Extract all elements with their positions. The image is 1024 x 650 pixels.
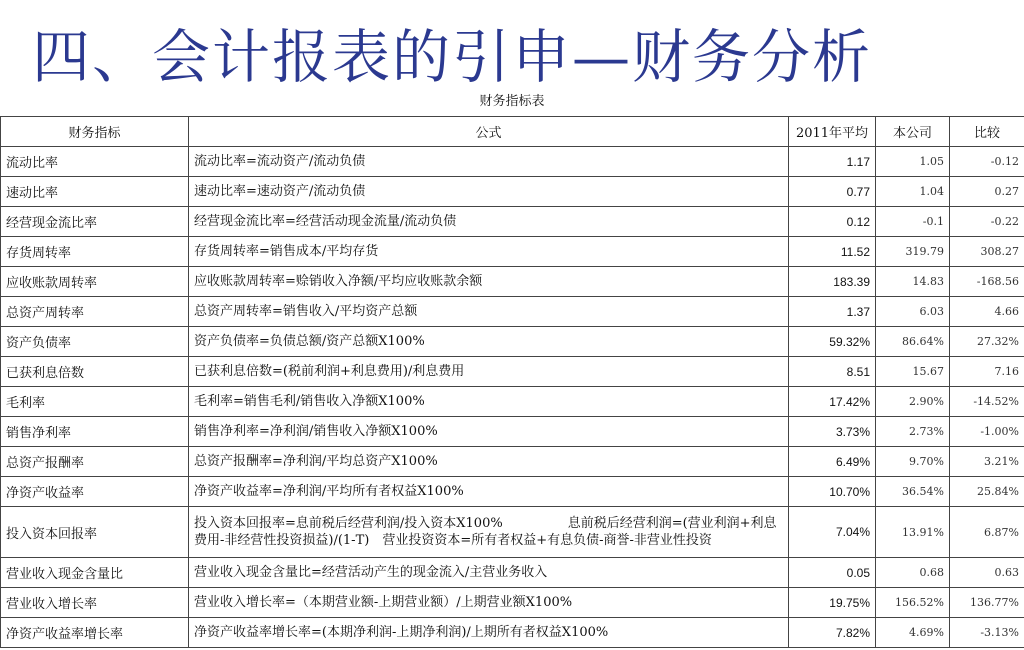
indicator-name-cell: 经营现金流比率 <box>1 207 189 237</box>
comparison-cell: -168.56 <box>950 267 1024 297</box>
comparison-cell: 3.21% <box>950 447 1024 477</box>
average-2011-cell: 10.70% <box>789 477 876 507</box>
table-row <box>1 177 1024 207</box>
average-2011-cell: 7.04% <box>789 507 876 558</box>
table-row <box>1 327 1024 357</box>
header-2011-average: 2011年平均 <box>789 117 876 147</box>
indicator-name-cell: 已获利息倍数 <box>1 357 189 387</box>
company-value-cell: 13.91% <box>876 507 950 558</box>
company-value-cell: 319.79 <box>876 237 950 267</box>
header-indicator: 财务指标 <box>1 117 189 147</box>
comparison-cell: 0.63 <box>950 558 1024 588</box>
average-2011-cell: 17.42% <box>789 387 876 417</box>
company-value-cell: -0.1 <box>876 207 950 237</box>
formula-cell: 总资产周转率=销售收入/平均资产总额 <box>189 297 789 327</box>
company-value-cell: 86.64% <box>876 327 950 357</box>
comparison-cell: 6.87% <box>950 507 1024 558</box>
indicator-name-cell: 流动比率 <box>1 147 189 177</box>
company-value-cell: 4.69% <box>876 618 950 648</box>
indicator-name-cell: 净资产收益率 <box>1 477 189 507</box>
formula-cell: 应收账款周转率=赊销收入净额/平均应收账款余额 <box>189 267 789 297</box>
table-header-row <box>1 117 1024 147</box>
company-value-cell: 156.52% <box>876 588 950 618</box>
formula-cell: 存货周转率=销售成本/平均存货 <box>189 237 789 267</box>
company-value-cell: 1.05 <box>876 147 950 177</box>
page-title: 四、会计报表的引申—财务分析 <box>32 23 873 91</box>
comparison-cell: 308.27 <box>950 237 1024 267</box>
company-value-cell: 15.67 <box>876 357 950 387</box>
table-row <box>1 588 1024 618</box>
average-2011-cell: 0.77 <box>789 177 876 207</box>
table-row <box>1 267 1024 297</box>
average-2011-cell: 8.51 <box>789 357 876 387</box>
indicator-name-cell: 营业收入现金含量比 <box>1 558 189 588</box>
average-2011-cell: 6.49% <box>789 447 876 477</box>
formula-cell: 投入资本回报率=息前税后经营利润/投入资本X100% 息前税后经营利润=(营业利润+利息费用-非经营性投资损益)/(1-T) 营业投资资本=所有者权益+有息负债-商誉-非营业性投资 <box>189 507 789 558</box>
comparison-cell: -3.13% <box>950 618 1024 648</box>
company-value-cell: 6.03 <box>876 297 950 327</box>
indicator-name-cell: 营业收入增长率 <box>1 588 189 618</box>
table-row <box>1 477 1024 507</box>
comparison-cell: -1.00% <box>950 417 1024 447</box>
comparison-cell: -14.52% <box>950 387 1024 417</box>
table-row <box>1 618 1024 648</box>
table-row <box>1 147 1024 177</box>
indicator-name-cell: 总资产报酬率 <box>1 447 189 477</box>
indicator-name-cell: 总资产周转率 <box>1 297 189 327</box>
table-row <box>1 417 1024 447</box>
formula-cell: 净资产收益率增长率=(本期净利润-上期净利润)/上期所有者权益X100% <box>189 618 789 648</box>
formula-cell: 销售净利率=净利润/销售收入净额X100% <box>189 417 789 447</box>
header-company: 本公司 <box>876 117 950 147</box>
formula-cell: 营业收入现金含量比=经营活动产生的现金流入/主营业务收入 <box>189 558 789 588</box>
average-2011-cell: 1.37 <box>789 297 876 327</box>
header-formula: 公式 <box>189 117 789 147</box>
comparison-cell: 7.16 <box>950 357 1024 387</box>
table-row <box>1 447 1024 477</box>
indicator-name-cell: 资产负债率 <box>1 327 189 357</box>
average-2011-cell: 59.32% <box>789 327 876 357</box>
table-row <box>1 507 1024 558</box>
average-2011-cell: 0.12 <box>789 207 876 237</box>
table-row <box>1 237 1024 267</box>
formula-cell: 经营现金流比率=经营活动现金流量/流动负债 <box>189 207 789 237</box>
company-value-cell: 36.54% <box>876 477 950 507</box>
formula-cell: 速动比率=速动资产/流动负债 <box>189 177 789 207</box>
average-2011-cell: 0.05 <box>789 558 876 588</box>
table-row <box>1 207 1024 237</box>
header-comparison: 比较 <box>950 117 1024 147</box>
company-value-cell: 2.90% <box>876 387 950 417</box>
comparison-cell: -0.12 <box>950 147 1024 177</box>
indicator-name-cell: 净资产收益率增长率 <box>1 618 189 648</box>
indicator-name-cell: 销售净利率 <box>1 417 189 447</box>
average-2011-cell: 11.52 <box>789 237 876 267</box>
formula-cell: 总资产报酬率=净利润/平均总资产X100% <box>189 447 789 477</box>
table-caption: 财务指标表 <box>479 94 545 109</box>
financial-indicator-table <box>0 116 1024 648</box>
average-2011-cell: 1.17 <box>789 147 876 177</box>
comparison-cell: 4.66 <box>950 297 1024 327</box>
formula-cell: 营业收入增长率=（本期营业额-上期营业额）/上期营业额X100% <box>189 588 789 618</box>
table-row <box>1 558 1024 588</box>
average-2011-cell: 7.82% <box>789 618 876 648</box>
comparison-cell: 27.32% <box>950 327 1024 357</box>
company-value-cell: 9.70% <box>876 447 950 477</box>
average-2011-cell: 19.75% <box>789 588 876 618</box>
company-value-cell: 14.83 <box>876 267 950 297</box>
formula-cell: 流动比率=流动资产/流动负债 <box>189 147 789 177</box>
average-2011-cell: 3.73% <box>789 417 876 447</box>
company-value-cell: 2.73% <box>876 417 950 447</box>
table-row <box>1 297 1024 327</box>
company-value-cell: 1.04 <box>876 177 950 207</box>
comparison-cell: 25.84% <box>950 477 1024 507</box>
indicator-name-cell: 应收账款周转率 <box>1 267 189 297</box>
indicator-name-cell: 投入资本回报率 <box>1 507 189 558</box>
formula-cell: 毛利率=销售毛利/销售收入净额X100% <box>189 387 789 417</box>
comparison-cell: -0.22 <box>950 207 1024 237</box>
indicator-name-cell: 存货周转率 <box>1 237 189 267</box>
formula-cell: 资产负债率=负债总额/资产总额X100% <box>189 327 789 357</box>
average-2011-cell: 183.39 <box>789 267 876 297</box>
indicator-name-cell: 速动比率 <box>1 177 189 207</box>
comparison-cell: 136.77% <box>950 588 1024 618</box>
indicator-name-cell: 毛利率 <box>1 387 189 417</box>
table-row <box>1 357 1024 387</box>
table-row <box>1 387 1024 417</box>
formula-cell: 已获利息倍数=(税前利润+利息费用)/利息费用 <box>189 357 789 387</box>
formula-cell: 净资产收益率=净利润/平均所有者权益X100% <box>189 477 789 507</box>
company-value-cell: 0.68 <box>876 558 950 588</box>
comparison-cell: 0.27 <box>950 177 1024 207</box>
